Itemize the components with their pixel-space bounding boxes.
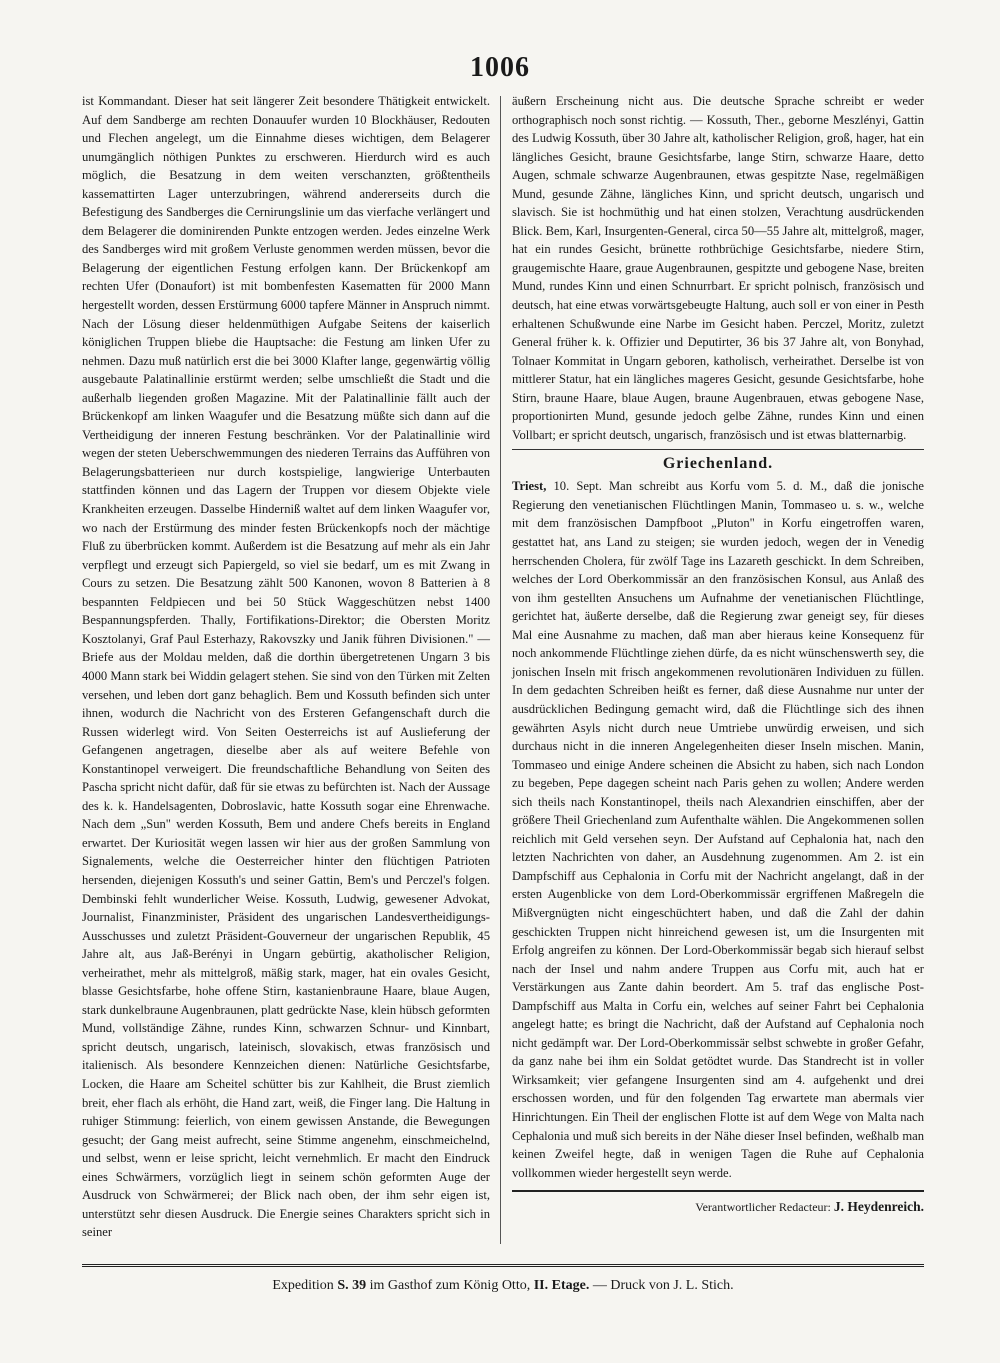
- footer-middle: im Gasthof zum König Otto,: [369, 1278, 531, 1293]
- signature-label: Verantwortlicher Redacteur:: [695, 1200, 831, 1215]
- section-heading: Griechenland.: [662, 455, 774, 473]
- footer-floor: II. Etage.: [533, 1278, 590, 1293]
- article-greece: [512, 477, 924, 1182]
- footer-address: S. 39: [337, 1278, 367, 1293]
- footer-prefix: Expedition: [272, 1278, 334, 1293]
- page-number: 1006: [470, 52, 530, 83]
- footer-suffix: — Druck von J. L. Stich.: [592, 1278, 734, 1293]
- right-column: [512, 92, 924, 1217]
- article-dateline: Triest,: [512, 479, 547, 494]
- left-column: [82, 92, 490, 1242]
- column-divider: [500, 96, 501, 1244]
- signalements-text: äußern Erscheinung nicht aus. Die deutsche Sprache schreibt er weder orthographisch noch sonst richtig. — Kossuth, Ther., geborne Meszlényi, Gattin des Ludwig Kossuth, über 30 Jahre alt, katholischer Religion, groß, hager, hat ein längliches Gesicht, braune Gesichtsfarbe, lange Stirn, schwarze Haare, detto Augen, schmale schwarze Augenbraunen, etwas gespitzte Nase, regelmäßigen Mund, gesunde Zähne, längliches Kinn, und spricht deutsch, ungarisch und slavisch. Sie ist hochmüthig und hat einen stolzen, Verachtung ausdrückenden Blick. Bem, Karl, Insurgenten-General, circa 50—55 Jahre alt, mittelgroß, mager, hat ein rundes Gesicht, brünette rothbrüchige Gesichtsfarbe, niedere Stirn, graugemischte Haare, graue Augenbraunen, gespitzte und gebogene Nase, breiten Mund, rundes Kinn und einen Schnurrbart. Er spricht polnisch, französisch und deutsch, hat eine etwas vorwärtsgebeugte Haltung, auch soll er von einer in Pesth erhaltenen Schußwunde eine Narbe im Gesicht haben. Perczel, Moritz, zuletzt General früher k. k. Offizier und Deputirter, 36 bis 37 Jahre alt, von Bonyhad, Tolnaer Kommitat in Ungarn geboren, katholisch, verheirathet. Derselbe ist von mittlerer Statur, hat ein längliches mageres Gesicht, gesunde Gesichtsfarbe, hohe Stirn, braune Haare, blaue Augen, braune Augenbrauen, etwas gebogene Nase, proportionirten Mund, gesunde jedoch gelbe Zähne, rundes Kinn und einen Vollbart; er spricht deutsch, ungarisch, französisch und ist etwas blatternarbig.: [512, 94, 924, 442]
- footer-rule: [82, 1264, 924, 1267]
- signature-rule: [512, 1190, 924, 1192]
- editor-signature: [512, 1198, 924, 1217]
- signature-name: J. Heydenreich.: [833, 1199, 924, 1215]
- left-column-text: ist Kommandant. Dieser hat seit längerer Zeit besondere Thätigkeit entwickelt. Auf dem Sandberge am rechten Donauufer wurden 10 Blockhäuser, Redouten und Flechen angelegt, um die Einnahme dieses wichtigen, dem Belagerer unumgänglich nöthigen Punktes zu erschweren. Hierdurch wird es auch möglich, die Besatzung in dem weiten verschanzten, größtentheils kassemattirten Lager unterzubringen, während andererseits durch die Befestigung des Sandberges die Cernirungslinie um das vierfache verlängert und dem Belagerer die dominirenden Punkte entzogen werden. Jedes einzelne Werk des Sandberges wird mit großem Verluste genommen werden müssen, bevor die Belagerung der eigentlichen Festung erfolgen kann. Der Brückenkopf am rechten Ufer (Donaufort) ist mit bombenfesten Kasematten für 2000 Mann hergestellt worden, dessen Erstürmung 6000 tapfere Männer in Anspruch nimmt. Nach der Lösung dieser heldenmüthigen Aufgabe Seitens der kaiserlich königlichen Truppen bliebe die Hauptsache: die Festung am linken Ufer zu nehmen. Dazu muß natürlich erst die bei 3000 Klafter lange, gegenwärtig völlig ausgebaute Palatinallinie erstürmt werden; selbe umschließt die Stadt und die außerhalb liegenden großen Magazine. Mit der Palatinallinie fällt auch der Brückenkopf am linken Waagufer und die Besatzung müßte sich dann auf die Vertheidigung der inneren Festung beschränken. Vor der Palatinallinie wird wegen der steten Ueberschwemmungen des niederen Terrains das Aufführen von Belagerungsbatterieen nur durch kostspielige, langwierige Unterbauten stattfinden können und das Lagern der Truppen vor diesem Objekte viele Krankheiten erzeugen. Dasselbe Hinderniß waltet auf dem linken Waagufer vor, wo nach der Erstürmung des minder festen Brückenkopfs noch der mächtige Fluß zu überbrücken kommt. Außerdem ist die Besatzung auf mehr als ein Jahr verpflegt und erzeugt sich Papiergeld, so viel sie bedarf, um es mit Zwang in Cours zu setzen. Die Besatzung zählt 500 Kanonen, wovon 8 Batterien à 8 bespannten Feldpiecen und bei 50 Stück Waggeschützen nebst 1400 Bespannungspferden. Thally, Fortifikations-Direktor; die Obersten Moritz Kosztolanyi, Graf Paul Esterhazy, Rakovszky und Janik führen Divisionen." — Briefe aus der Moldau melden, daß die dorthin übergetretenen Ungarn 3 bis 4000 Mann stark bei Widdin gelagert stehen. Sie sind von den Türken mit Zelten versehen, und leben dort ganz behaglich. Bem und Kossuth befinden sich unter ihnen, wodurch die Nachricht von des Ersteren Gefangenschaft durch die Russen widerlegt wird. Von Seiten Oesterreichs ist auf Auslieferung der Gefangenen angetragen, dieselbe aber als auf weitere Befehle von Konstantinopel verweigert. Die freundschaftliche Behandlung von Seiten des Pascha spricht nicht dafür, daß für sie etwas zu befürchten ist. Nach der Aussage des k. k. Handelsagenten, Dobroslavic, hatte Kossuth sogar eine Ehrenwache. Nach dem „Sun" werden Kossuth, Bem und andere Chefs bereits in England erwartet. Der Kuriosität wegen lassen wir hier aus der großen Sammlung von Signalements, welche die Oesterreicher hinter den flüchtigen Patrioten hersenden, diejenigen Kossuth's und seiner Gattin, Bem's und Perczel's folgen. Dembinski fehlt wunderlicher Weise. Kossuth, Ludwig, gewesener Advokat, Journalist, Finanzminister, Präsident des ungarischen Landesvertheidigungs-Ausschusses und zuletzt Präsident-Gouverneur der ungarischen Republik, 45 Jahre alt, aus Jaß-Berényi in Ungarn gebürtig, akatholischer Religion, verheirathet, mehr als mittelgroß, mäßig stark, mager, hat ein ovales Gesicht, blasse Gesichtsfarbe, hohe offene Stirn, kastanienbraune Haare, blaue Augen, stark dunkelbraune Augenbraunen, platt gedrückte Nase, klein hübsch geformten Mund, vollständige Zähne, rundes Kinn, schwarzen Schnur- und Kinnbart, spricht deutsch, ungarisch, lateinisch, slovakisch, etwas französisch und italienisch. Als besondere Kennzeichen dienen: Natürliche Gesichtsfarbe, Locken, die Haare am Scheitel schütter bis zur Kahlheit, die Brust ziemlich breit, eher flach als erhöht, die Hand zart, weiß, die Finger lang. Die Haltung in ruhiger Stimmung: feierlich, von einem gewissen Anstande, die Bewegungen gesucht; der Gang meist aufrecht, seine Stimme angenehm, einschmeichelnd, und selbst, wenn er leise spricht, leicht vernehmlich. Er macht den Eindruck eines Schwärmers, vorzüglich liegt in seinem schön geformten Auge der Ausdruck von Schwärmerei; der Blick nach oben, der ihm sehr eigen ist, unterstützt sehr diesen Ausdruck. Die Energie seines Charakters spricht sich in seiner: [82, 94, 490, 1240]
- section-rule: [512, 449, 924, 450]
- imprint-footer: [82, 1278, 924, 1294]
- article-text: 10. Sept. Man schreibt aus Korfu vom 5. d. M., daß die jonische Regierung den venetianischen Flüchtlingen Manin, Tommaseo u. s. w., welche mit dem französischen Dampfboot „Pluton" in Korfu eingetroffen waren, gestattet hat, ans Land zu steigen; sie wurden jedoch, wegen der in Venedig herrschenden Cholera, für zwölf Tage ins Lazareth geschickt. In dem Schreiben, welches der Lord Oberkommissär an den französischen Konsul, aus Anlaß des von ihm gestellten Ansuchens um Aufnahme der venetianischen Flüchtlinge, gerichtet hat, äußerte derselbe, daß die Regierung zwar geneigt sey, für dieses Mal eine Ausnahme zu machen, daß man aber hieraus keine Konsequenz für noch ankommende Flüchtlinge ziehen dürfe, da es nicht wünschenswerth sey, die jonischen Inseln mit frisch angekommenen revolutionären Individuen zu füllen. In dem gedachten Schreiben heißt es ferner, daß diese Ausnahme nur unter der ausdrücklichen Bedingung gemacht wird, daß die Flüchtlinge sich des ihnen gewährten Asyls nicht durch neue Umtriebe unwürdig erweisen, und sich durchaus nicht in die inneren Angelegenheiten dieser Inseln mischen. Manin, Tommaseo und einige Andere scheinen die Absicht zu haben, sich nach London zu begeben, Pepe dagegen scheint nach Paris gehen zu wollen; Andere werden sich theils nach Konstantinopel, theils nach Alexandrien einschiffen, aber der größere Theil Griechenland zum Aufenthalte wählen. Die Angekommenen sollen reichlich mit Geld versehen seyn. Der Aufstand auf Cephalonia hat, nach den letzten Nachrichten von daher, an Ausdehnung zugenommen. Am 2. ist ein Dampfschiff aus Cephalonia in Corfu mit der Nachricht angelangt, daß in der ersten Augenblicke von dem Lord-Oberkommissär ergriffenen Maßregeln die Mißvergnügten nicht eingeschüchtert haben, und daß die Zahl der dahin geschickten Truppen nicht hinreichend gewesen ist, um die Insurgenten mit Erfolg angreifen zu können. Der Lord-Oberkommissär begab sich hierauf selbst nach der Insel und nahm andere Truppen aus Corfu mit, auch hat er Verstärkungen aus Zante dahin beordert. Am 5. traf das englische Post-Dampfschiff aus Malta in Corfu ein, welches auf seiner Fahrt bei Cephalonia angelegt hatte; es bringt die Nachricht, daß der Aufstand auf Cephalonia noch nicht gedämpft war. Der Lord-Oberkommissär selbst schwebte in großer Gefahr, da ganz nahe bei ihm ein Soldat getödtet wurde. Das Standrecht ist in voller Wirksamkeit; vier gefangene Insurgenten sind am 4. aufgehenkt und drei erschossen worden, und für den folgenden Tag erwartete man abermals vier Hinrichtungen. Ein Theil der englischen Flotte ist auf dem Wege von Malta nach Cephalonia und muß sich bereits in der Nähe dieser Insel befinden, weßhalb man keinen Zweifel hegte, daß in wenigen Tagen die Ruhe auf Cephalonia vollkommen wieder hergestellt seyn werde.: [512, 479, 924, 1180]
